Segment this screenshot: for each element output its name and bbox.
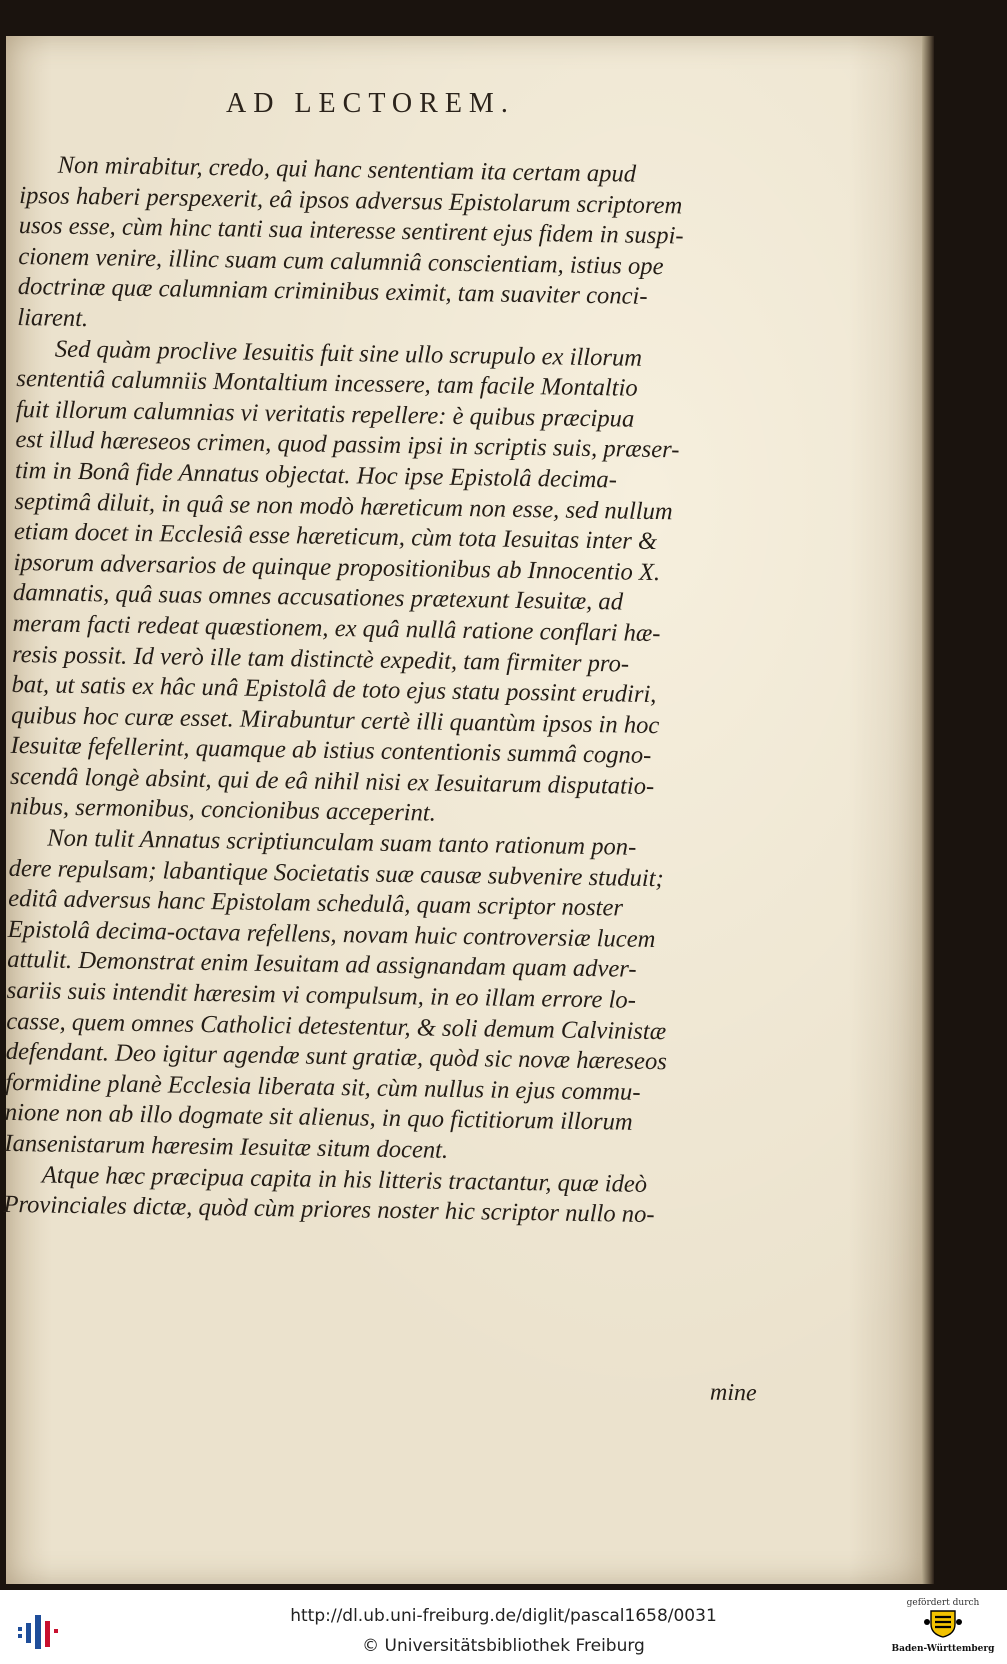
- sponsor-badge: [888, 1598, 998, 1662]
- text-line: dere repulsam; labantique Societatis suæ causæ subvenire studuit;: [8, 854, 664, 892]
- text-line: meram facti redeat quæstionem, ex quâ nullâ ratione conflari hæ-: [12, 609, 661, 648]
- sponsor-caption: gefördert durch: [906, 1598, 980, 1608]
- paragraph: [9, 334, 757, 835]
- text-line: etiam docet in Ecclesiâ esse hæreticum, cùm tota Iesuitas inter &: [13, 518, 658, 556]
- paragraph: [17, 150, 760, 345]
- text-line: Epistolâ decima-octava refellens, novam huic controversiæ lucem: [7, 915, 656, 953]
- text-line: septimâ diluit, in quâ se non modò hæreticum non esse, sed nullum: [14, 487, 673, 525]
- text-line: Non tulit Annatus scriptiunculam suam tanto rationum pon-: [46, 824, 637, 861]
- text-line: defendant. Deo igitur agendæ sunt gratiæ, quòd sic novæ hæreseos: [5, 1038, 668, 1076]
- text-line: Non mirabitur, credo, qui hanc sententiam ita certam apud: [57, 151, 637, 188]
- text-line: est illud hæreseos crimen, quod passim ipsi in scriptis suis, præser-: [15, 426, 680, 464]
- state-crest-icon: [923, 1608, 963, 1638]
- text-line: tim in Bonâ fide Annatus objectat. Hoc ipse Epistolâ decima-: [14, 456, 618, 494]
- running-head: AD LECTOREM.: [226, 88, 515, 119]
- text-line: fuit illorum calumnias vi veritatis repellere: è quibus præcipua: [15, 395, 635, 433]
- text-line: quibus hoc curæ esset. Mirabuntur certè illi quantùm ipsos in hoc: [10, 701, 660, 739]
- text-line: Atque hæc præcipua capita in his litteris tractantur, quæ ideò: [41, 1161, 648, 1198]
- copyright-notice: © Universitätsbibliothek Freiburg: [362, 1636, 645, 1656]
- text-line: Iansenistarum hæresim Iesuitæ situm docent.: [4, 1129, 449, 1164]
- text-line: formidine planè Ecclesia liberata sit, cùm nullus in ejus commu-: [5, 1068, 641, 1106]
- text-line: casse, quem omnes Catholici detestentur, & soli demum Calvinistæ: [6, 1007, 667, 1045]
- text-line: scendâ longè absint, qui de eâ nihil nisi ex Iesuitarum disputatio-: [9, 762, 655, 800]
- text-line: ipsorum adversarios de quinque propositionibus ab Innocentio X.: [13, 548, 661, 586]
- paragraph: [4, 823, 749, 1171]
- text-line: liarent.: [17, 303, 89, 333]
- body-text: [3, 150, 760, 1232]
- page-edge: [922, 36, 934, 1584]
- text-line: editâ adversus hanc Epistolam schedulâ, quam scriptor noster: [8, 885, 624, 922]
- text-line: Iesuitæ fefellerint, quamque ab istius contentionis summâ cogno-: [10, 732, 652, 770]
- sponsor-name: Baden-Württemberg: [891, 1644, 995, 1654]
- text-line: Sed quàm proclive Iesuitis fuit sine ullo scrupulo ex illorum: [54, 335, 643, 372]
- text-line: doctrinæ quæ calumniam criminibus eximit, tam suaviter conci-: [17, 273, 648, 311]
- text-line: damnatis, quâ suas omnes accusationes prætexunt Iesuitæ, ad: [12, 579, 624, 616]
- text-line: attulit. Demonstrat enim Iesuitam ad assignandam quam adver-: [7, 946, 637, 984]
- text-line: nibus, sermonibus, concionibus acceperint.: [9, 793, 437, 828]
- text-line: sariis suis intendit hæresim vi compulsum, in eo illam errore lo-: [6, 976, 637, 1014]
- text-line: sententiâ calumniis Montaltium incessere, tam facile Montaltio: [16, 365, 638, 402]
- text-line: ipsos haberi perspexerit, eâ ipsos adversus Epistolarum scriptorem: [19, 181, 683, 220]
- text-line: cionem venire, illinc suam cum calumniâ conscientiam, istius ope: [18, 242, 664, 280]
- text-line: resis possit. Id verò ille tam distinctè expedit, tam firmiter pro-: [11, 640, 630, 678]
- catchword: mine: [709, 1379, 757, 1407]
- text-line: bat, ut satis ex hâc unâ Epistolâ de toto ejus statu possint erudiri,: [11, 671, 657, 709]
- text-line: nione non ab illo dogmate sit alienus, in quo fictitiorum illorum: [4, 1099, 633, 1137]
- permalink[interactable]: http://dl.ub.uni-freiburg.de/diglit/pascal1658/0031: [290, 1606, 717, 1626]
- text-line: Provinciales dictæ, quòd cùm priores noster hic scriptor nullo no-: [3, 1191, 655, 1229]
- paragraph: [3, 1159, 744, 1232]
- text-line: usos esse, cùm hinc tanti sua interesse sentirent ejus fidem in suspi-: [18, 212, 684, 250]
